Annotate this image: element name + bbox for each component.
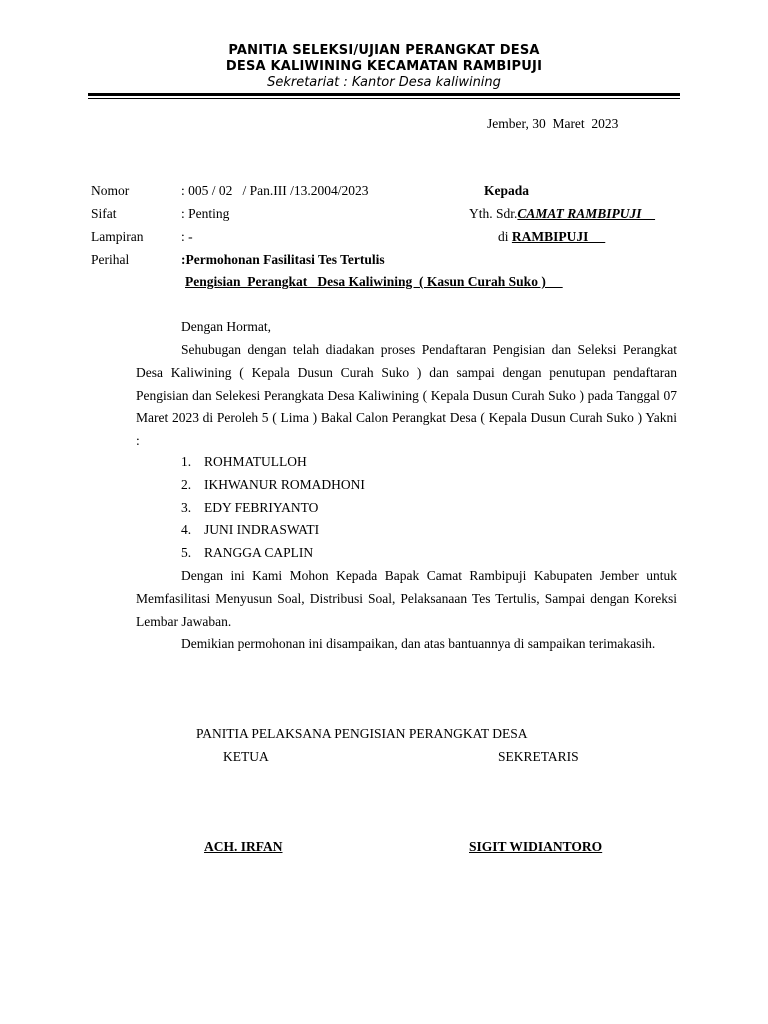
ketua-name: ACH. IRFAN bbox=[204, 839, 283, 854]
nomor-value: : 005 / 02 / Pan.III /13.2004/2023 bbox=[181, 183, 369, 198]
list-item bbox=[181, 451, 365, 474]
nomor-label: Nomor bbox=[91, 183, 130, 198]
recipient-place: RAMBIPUJI bbox=[511, 229, 606, 244]
kepada-label: Kepada bbox=[484, 183, 530, 198]
body-paragraph-2-text: Dengan ini Kami Mohon Kepada Bapak Camat Rambipuji Kabupaten Jember untuk Memfasilitasi Menyusun Soal, Distribusi Soal, Pelaksanaan Tes Tertulis, Sampai dengan Koreksi Lembar Jawaban. bbox=[136, 568, 677, 629]
sekretaris-label: SEKRETARIS bbox=[498, 749, 579, 764]
ketua-label: KETUA bbox=[223, 749, 269, 764]
list-number: 3. bbox=[181, 499, 192, 515]
perihal-value: :Permohonan Fasilitasi Tes Tertulis bbox=[181, 252, 385, 267]
body-paragraph-3-text: Demikian permohonan ini disampaikan, dan atas bantuannya di sampaikan terimakasih. bbox=[181, 636, 656, 651]
recipient-place-line bbox=[498, 229, 605, 245]
sifat-value: : Penting bbox=[181, 206, 230, 221]
list-number: 4. bbox=[181, 522, 192, 538]
letterhead bbox=[88, 43, 680, 91]
body-paragraph-3 bbox=[136, 633, 677, 656]
lampiran-label: Lampiran bbox=[91, 229, 144, 244]
list-item bbox=[181, 542, 365, 565]
candidate-name: ROHMATULLOH bbox=[204, 454, 307, 469]
candidate-name: IKHWANUR ROMADHONI bbox=[204, 476, 365, 492]
list-item bbox=[181, 497, 365, 520]
di-label: di bbox=[498, 229, 512, 244]
recipient-line bbox=[469, 206, 655, 222]
sifat-label: Sifat bbox=[91, 206, 117, 221]
sekretaris-name: SIGIT WIDIANTORO bbox=[469, 839, 603, 854]
body-paragraph-1-text: Sehubugan dengan telah diadakan proses Pendaftaran Pengisian dan Seleksi Perangkat Desa Kaliwining ( Kepala Dusun Curah Suko ) dan sampai dengan penutupan pendaftaran Pengisian dan Selekesi Perangkata Desa Kaliwining ( Kepala Dusun Curah Suko ) pada Tanggal 07 Maret 2023 di Peroleh 5 ( Lima ) Bakal Calon Perangkat Desa ( Kepala Dusun Curah Suko ) Yakni : bbox=[136, 342, 677, 449]
list-item bbox=[181, 474, 365, 497]
candidate-name: EDY FEBRIYANTO bbox=[204, 499, 319, 515]
greeting: Dengan Hormat, bbox=[181, 319, 271, 334]
body-paragraph-2 bbox=[136, 565, 677, 633]
perihal-label: Perihal bbox=[91, 252, 130, 267]
candidate-list bbox=[181, 451, 365, 565]
letterhead-secretariat: Sekretariat : Kantor Desa kaliwining bbox=[267, 75, 501, 90]
candidate-name: RANGGA CAPLIN bbox=[204, 545, 314, 561]
letterhead-divider-thin bbox=[88, 98, 680, 99]
letterhead-subtitle: DESA KALIWINING KECAMATAN RAMBIPUJI bbox=[225, 59, 543, 74]
list-number: 1. bbox=[181, 454, 192, 469]
yth-label: Yth. Sdr. bbox=[469, 206, 518, 221]
list-item bbox=[181, 519, 365, 542]
committee-name: PANITIA PELAKSANA PENGISIAN PERANGKAT DESA bbox=[196, 726, 528, 741]
list-number: 5. bbox=[181, 545, 192, 561]
letterhead-divider-thick bbox=[88, 93, 680, 96]
body-paragraph-1 bbox=[136, 339, 677, 453]
perihal-subject-line: Pengisian Perangkat Desa Kaliwining ( Kasun Curah Suko ) bbox=[185, 274, 563, 289]
list-number: 2. bbox=[181, 476, 192, 492]
candidate-name: JUNI INDRASWATI bbox=[204, 522, 320, 538]
letterhead-title: PANITIA SELEKSI/UJIAN PERANGKAT DESA bbox=[228, 43, 540, 58]
lampiran-value: : - bbox=[181, 229, 193, 244]
recipient-name: CAMAT RAMBIPUJI bbox=[517, 206, 656, 221]
letter-date: Jember, 30 Maret 2023 bbox=[487, 116, 619, 131]
